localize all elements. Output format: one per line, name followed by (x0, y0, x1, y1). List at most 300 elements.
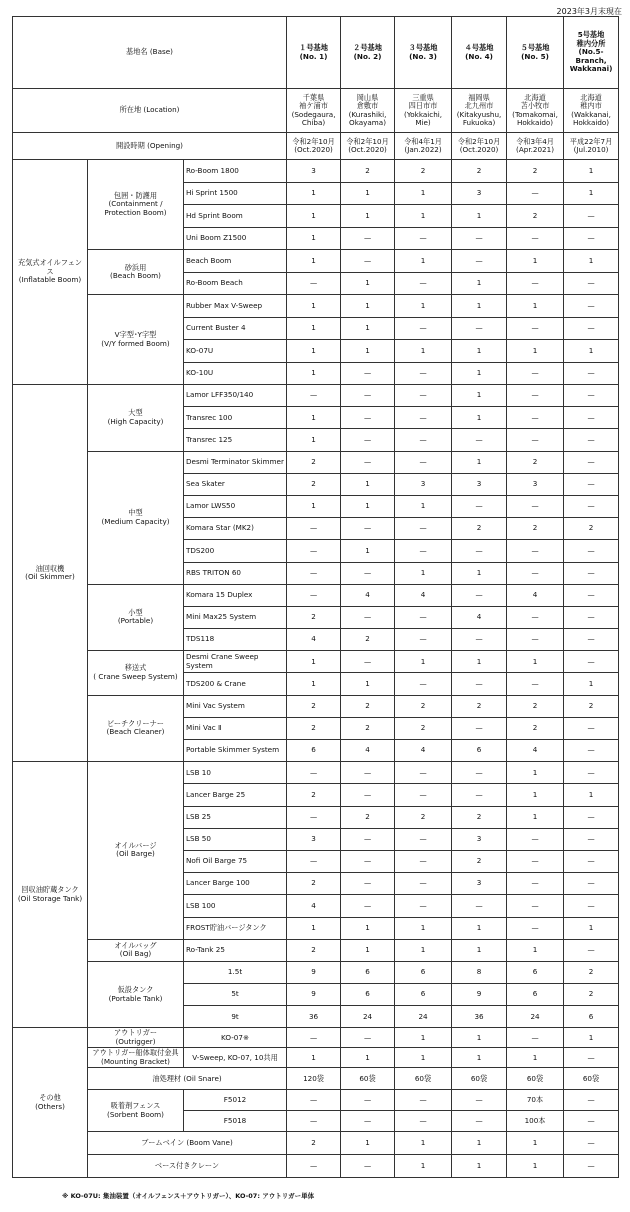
value-cell: — (395, 895, 452, 917)
value-cell: — (395, 317, 452, 340)
value-cell: — (395, 227, 452, 250)
value-cell: — (507, 895, 564, 917)
value-cell: 1 (452, 1132, 507, 1155)
value-cell: — (452, 250, 507, 273)
item-cell: F5018 (184, 1111, 287, 1132)
value-cell: — (287, 518, 341, 540)
item-cell: KO-07※ (184, 1028, 287, 1048)
value-cell: — (564, 1090, 619, 1111)
value-cell: 2 (564, 695, 619, 717)
value-cell: — (341, 385, 395, 407)
value-cell: 1 (564, 917, 619, 939)
value-cell: — (452, 629, 507, 651)
table-row (13, 250, 619, 273)
value-cell: 1 (287, 407, 341, 429)
value-cell: — (395, 518, 452, 540)
value-cell: 3 (395, 473, 452, 495)
category-cell: 油回収機 (Oil Skimmer) (13, 385, 88, 762)
item-cell: KO-10U (184, 362, 287, 385)
value-cell: — (341, 784, 395, 806)
value-cell: — (452, 1090, 507, 1111)
value-cell: 2 (507, 518, 564, 540)
base-location: 北海道 稚内市 (Wakkanai, Hokkaido) (564, 89, 619, 133)
base-location: 千葉県 袖ケ浦市 (Sodegaura, Chiba) (287, 89, 341, 133)
value-cell: — (564, 828, 619, 850)
value-cell: 2 (395, 160, 452, 183)
table-row (13, 1028, 619, 1048)
item-cell: LSB 10 (184, 762, 287, 784)
value-cell: — (341, 362, 395, 385)
value-cell: 2 (341, 629, 395, 651)
value-cell: 1 (564, 784, 619, 806)
value-cell: — (507, 272, 564, 295)
value-cell: — (564, 317, 619, 340)
value-cell: 1 (564, 250, 619, 273)
value-cell: — (564, 895, 619, 917)
value-cell: — (564, 850, 619, 872)
value-cell: — (395, 540, 452, 562)
value-cell: — (341, 873, 395, 895)
value-cell: — (564, 629, 619, 651)
item-cell: Desmi Crane Sweep System (184, 651, 287, 673)
value-cell: — (452, 227, 507, 250)
value-cell: 1 (287, 295, 341, 318)
as-of-date: 2023年3月末現在 (556, 7, 622, 16)
value-cell: 1 (341, 205, 395, 228)
item-cell: RBS TRITON 60 (184, 562, 287, 584)
equipment-table (12, 16, 619, 1178)
value-cell: 1 (452, 272, 507, 295)
footnote: ※ KO-07U: 集油装置（オイルフェンス＋アウトリガー）、KO-07: アウトリガー単体 (62, 1192, 315, 1200)
table-row (13, 295, 619, 318)
subcategory-cell: オイルバージ (Oil Barge) (88, 762, 184, 940)
value-cell: — (452, 717, 507, 739)
value-cell: — (287, 584, 341, 606)
item-cell: Portable Skimmer System (184, 740, 287, 762)
value-cell: 1 (287, 362, 341, 385)
value-cell: — (287, 806, 341, 828)
base-opening: 令和2年10月 (Oct.2020) (341, 133, 395, 160)
value-cell: — (507, 407, 564, 429)
table-row (13, 939, 619, 961)
value-cell: 2 (452, 695, 507, 717)
value-cell: 3 (452, 473, 507, 495)
value-cell: 2 (341, 717, 395, 739)
item-cell: Transrec 125 (184, 429, 287, 451)
value-cell: 4 (507, 740, 564, 762)
value-cell: 1 (395, 939, 452, 961)
value-cell: — (452, 317, 507, 340)
value-cell: — (564, 272, 619, 295)
item-cell: 5t (184, 984, 287, 1006)
value-cell: — (564, 740, 619, 762)
item-cell: 9t (184, 1006, 287, 1028)
subcategory-cell: ベース付きクレーン (88, 1155, 287, 1178)
value-cell: 2 (452, 518, 507, 540)
base-header: 基地名 (Base) (13, 17, 287, 89)
base-opening: 平成22年7月 (Jul.2010) (564, 133, 619, 160)
value-cell: — (564, 873, 619, 895)
value-cell: 6 (507, 961, 564, 983)
table-row (13, 1068, 619, 1090)
value-cell: 2 (341, 806, 395, 828)
value-cell: 1 (395, 1048, 452, 1068)
item-cell: Lancer Barge 25 (184, 784, 287, 806)
value-cell: 2 (507, 451, 564, 473)
value-cell: 3 (452, 182, 507, 205)
value-cell: — (564, 717, 619, 739)
value-cell: — (507, 429, 564, 451)
value-cell: 2 (287, 717, 341, 739)
value-cell: 9 (287, 984, 341, 1006)
base-location: 岡山県 倉敷市 (Kurashiki, Okayama) (341, 89, 395, 133)
value-cell: — (287, 540, 341, 562)
value-cell: — (341, 407, 395, 429)
value-cell: — (341, 518, 395, 540)
value-cell: — (452, 540, 507, 562)
base-opening: 令和2年10月 (Oct.2020) (452, 133, 507, 160)
value-cell: 1 (452, 385, 507, 407)
item-cell: TDS118 (184, 629, 287, 651)
value-cell: — (395, 850, 452, 872)
table-row (13, 651, 619, 673)
value-cell: 6 (341, 961, 395, 983)
value-cell: 1 (341, 317, 395, 340)
value-cell: 1 (507, 806, 564, 828)
value-cell: — (564, 762, 619, 784)
item-cell: Sea Skater (184, 473, 287, 495)
base-name: １号基地 (No. 1) (287, 17, 341, 89)
value-cell: — (564, 451, 619, 473)
value-cell: 1 (452, 407, 507, 429)
value-cell: 4 (341, 740, 395, 762)
item-cell: F5012 (184, 1090, 287, 1111)
value-cell: — (507, 873, 564, 895)
value-cell: 1 (564, 340, 619, 363)
value-cell: — (341, 1090, 395, 1111)
value-cell: 1 (287, 429, 341, 451)
value-cell: 1 (452, 340, 507, 363)
subcategory-cell: 中型 (Medium Capacity) (88, 451, 184, 584)
value-cell: 1 (507, 295, 564, 318)
value-cell: — (341, 762, 395, 784)
table-row (13, 695, 619, 717)
value-cell: — (395, 762, 452, 784)
value-cell: 1 (452, 205, 507, 228)
value-cell: 1 (395, 1155, 452, 1178)
value-cell: 1 (452, 1028, 507, 1048)
table-row (13, 451, 619, 473)
header-row-location (13, 89, 619, 133)
value-cell: 1 (564, 1028, 619, 1048)
value-cell: 6 (287, 740, 341, 762)
value-cell: 2 (287, 695, 341, 717)
item-cell: Ro-Boom Beach (184, 272, 287, 295)
value-cell: — (507, 182, 564, 205)
value-cell: 1 (452, 939, 507, 961)
value-cell: 8 (452, 961, 507, 983)
value-cell: 1 (341, 540, 395, 562)
item-cell: V-Sweep, KO-07, 10共用 (184, 1048, 287, 1068)
item-cell: Uni Boom Z1500 (184, 227, 287, 250)
item-cell: LSB 50 (184, 828, 287, 850)
value-cell: 1 (507, 939, 564, 961)
value-cell: 2 (287, 473, 341, 495)
value-cell: — (564, 205, 619, 228)
value-cell: — (507, 362, 564, 385)
category-cell: 充気式オイルフェンス (Inflatable Boom) (13, 160, 88, 385)
base-name: ２号基地 (No. 2) (341, 17, 395, 89)
value-cell: — (507, 917, 564, 939)
item-cell: Mini Max25 System (184, 606, 287, 628)
base-name: ４号基地 (No. 4) (452, 17, 507, 89)
value-cell: 1 (452, 651, 507, 673)
value-cell: 1 (287, 495, 341, 517)
value-cell: — (452, 429, 507, 451)
value-cell: — (507, 606, 564, 628)
value-cell: 1 (341, 473, 395, 495)
value-cell: 6 (452, 740, 507, 762)
value-cell: 1 (507, 250, 564, 273)
value-cell: 4 (395, 740, 452, 762)
value-cell: 1 (507, 651, 564, 673)
base-opening: 令和3年4月 (Apr.2021) (507, 133, 564, 160)
value-cell: 24 (395, 1006, 452, 1028)
value-cell: 60袋 (395, 1068, 452, 1090)
value-cell: 2 (507, 717, 564, 739)
value-cell: 1 (507, 784, 564, 806)
item-cell: Lamor LFF350/140 (184, 385, 287, 407)
base-name: 5号基地 稚内分所 (No.5-Branch, Wakkanai) (564, 17, 619, 89)
item-cell: Transrec 100 (184, 407, 287, 429)
value-cell: 6 (341, 984, 395, 1006)
table-row (13, 1155, 619, 1178)
value-cell: — (395, 784, 452, 806)
value-cell: 6 (507, 984, 564, 1006)
value-cell: 1 (287, 182, 341, 205)
value-cell: 1 (341, 917, 395, 939)
value-cell: — (564, 1048, 619, 1068)
subcategory-cell: 仮設タンク (Portable Tank) (88, 961, 184, 1028)
item-cell: LSB 100 (184, 895, 287, 917)
value-cell: 1 (287, 227, 341, 250)
value-cell: 1 (564, 673, 619, 695)
item-cell: KO-07U (184, 340, 287, 363)
value-cell: 1 (287, 673, 341, 695)
value-cell: — (507, 540, 564, 562)
value-cell: 70本 (507, 1090, 564, 1111)
base-opening: 令和2年10月 (Oct.2020) (287, 133, 341, 160)
value-cell: — (395, 606, 452, 628)
item-cell: TDS200 & Crane (184, 673, 287, 695)
header-row-opening (13, 133, 619, 160)
item-cell: Hi Sprint 1500 (184, 182, 287, 205)
value-cell: 1 (395, 651, 452, 673)
value-cell: — (507, 673, 564, 695)
item-cell: Mini Vac System (184, 695, 287, 717)
item-cell: 1.5t (184, 961, 287, 983)
value-cell: 3 (287, 828, 341, 850)
value-cell: — (564, 651, 619, 673)
value-cell: 1 (287, 250, 341, 273)
item-cell: FROST貯油バージタンク (184, 917, 287, 939)
value-cell: — (395, 451, 452, 473)
value-cell: — (564, 295, 619, 318)
value-cell: 1 (287, 917, 341, 939)
subcategory-cell: ブームベイン (Boom Vane) (88, 1132, 287, 1155)
table-row (13, 1048, 619, 1068)
value-cell: 2 (507, 160, 564, 183)
value-cell: 1 (395, 1132, 452, 1155)
item-cell: Komara 15 Duplex (184, 584, 287, 606)
value-cell: 60袋 (507, 1068, 564, 1090)
table-row (13, 1090, 619, 1111)
value-cell: — (341, 451, 395, 473)
value-cell: — (395, 1111, 452, 1132)
value-cell: 24 (507, 1006, 564, 1028)
value-cell: — (341, 1028, 395, 1048)
value-cell: — (564, 562, 619, 584)
subcategory-cell: 小型 (Portable) (88, 584, 184, 651)
value-cell: — (564, 806, 619, 828)
base-location: 三重県 四日市市 (Yokkaichi, Mie) (395, 89, 452, 133)
value-cell: — (287, 1028, 341, 1048)
value-cell: — (287, 1155, 341, 1178)
value-cell: — (287, 1111, 341, 1132)
value-cell: 1 (287, 317, 341, 340)
value-cell: 6 (564, 1006, 619, 1028)
value-cell: 60袋 (564, 1068, 619, 1090)
value-cell: 4 (287, 895, 341, 917)
value-cell: — (395, 429, 452, 451)
value-cell: — (564, 584, 619, 606)
subcategory-cell: アウトリガー (Outrigger) (88, 1028, 184, 1048)
value-cell: — (395, 673, 452, 695)
value-cell: 1 (452, 451, 507, 473)
subcategory-cell: 大型 (High Capacity) (88, 385, 184, 452)
item-cell: Ro-Boom 1800 (184, 160, 287, 183)
location-header: 所在地 (Location) (13, 89, 287, 133)
subcategory-cell: 油処理材 (Oil Snare) (88, 1068, 287, 1090)
value-cell: — (287, 272, 341, 295)
value-cell: 2 (507, 205, 564, 228)
value-cell: — (341, 1155, 395, 1178)
item-cell: Beach Boom (184, 250, 287, 273)
value-cell: 2 (341, 160, 395, 183)
value-cell: — (507, 227, 564, 250)
subcategory-cell: V字型･Y字型 (V/Y formed Boom) (88, 295, 184, 385)
value-cell: 2 (452, 850, 507, 872)
value-cell: 4 (341, 584, 395, 606)
value-cell: — (287, 562, 341, 584)
item-cell: LSB 25 (184, 806, 287, 828)
value-cell: 36 (452, 1006, 507, 1028)
value-cell: — (507, 495, 564, 517)
item-cell: Lancer Barge 100 (184, 873, 287, 895)
value-cell: 6 (395, 984, 452, 1006)
subcategory-cell: 砂浜用 (Beach Boom) (88, 250, 184, 295)
table-row (13, 160, 619, 183)
value-cell: 60袋 (452, 1068, 507, 1090)
value-cell: 1 (341, 1048, 395, 1068)
value-cell: — (564, 1132, 619, 1155)
item-cell: TDS200 (184, 540, 287, 562)
item-cell: Hd Sprint Boom (184, 205, 287, 228)
value-cell: 1 (507, 1155, 564, 1178)
value-cell: — (564, 385, 619, 407)
value-cell: 2 (564, 518, 619, 540)
value-cell: — (507, 317, 564, 340)
value-cell: 2 (564, 961, 619, 983)
value-cell: — (395, 828, 452, 850)
value-cell: — (287, 850, 341, 872)
item-cell: Desmi Terminator Skimmer (184, 451, 287, 473)
value-cell: — (395, 629, 452, 651)
value-cell: 1 (395, 250, 452, 273)
base-location: 福岡県 北九州市 (Kitakyushu, Fukuoka) (452, 89, 507, 133)
value-cell: — (452, 1111, 507, 1132)
value-cell: — (564, 362, 619, 385)
value-cell: 4 (507, 584, 564, 606)
value-cell: — (395, 1090, 452, 1111)
value-cell: 1 (395, 562, 452, 584)
value-cell: — (341, 850, 395, 872)
value-cell: — (507, 629, 564, 651)
value-cell: 2 (287, 606, 341, 628)
value-cell: 1 (341, 340, 395, 363)
value-cell: — (341, 828, 395, 850)
value-cell: — (341, 227, 395, 250)
value-cell: 1 (395, 917, 452, 939)
value-cell: — (287, 385, 341, 407)
subcategory-cell: アウトリガー船体取付金具 (Mounting Bracket) (88, 1048, 184, 1068)
value-cell: 60袋 (341, 1068, 395, 1090)
value-cell: 2 (452, 806, 507, 828)
value-cell: — (507, 828, 564, 850)
value-cell: 1 (395, 1028, 452, 1048)
value-cell: 1 (395, 295, 452, 318)
value-cell: 3 (452, 873, 507, 895)
item-cell: Nofi Oil Barge 75 (184, 850, 287, 872)
table-row (13, 961, 619, 983)
value-cell: — (341, 429, 395, 451)
subcategory-cell: 吸着剤フェンス (Sorbent Boom) (88, 1090, 184, 1132)
value-cell: — (452, 762, 507, 784)
value-cell: 2 (564, 984, 619, 1006)
value-cell: — (564, 1155, 619, 1178)
value-cell: 2 (452, 160, 507, 183)
value-cell: 1 (341, 495, 395, 517)
value-cell: — (341, 250, 395, 273)
value-cell: — (287, 1090, 341, 1111)
value-cell: — (507, 385, 564, 407)
value-cell: 2 (507, 695, 564, 717)
value-cell: 1 (287, 651, 341, 673)
value-cell: — (395, 385, 452, 407)
value-cell: — (452, 673, 507, 695)
value-cell: 36 (287, 1006, 341, 1028)
value-cell: 120袋 (287, 1068, 341, 1090)
value-cell: 1 (341, 295, 395, 318)
value-cell: 1 (341, 182, 395, 205)
value-cell: — (564, 473, 619, 495)
value-cell: — (507, 562, 564, 584)
value-cell: 1 (452, 362, 507, 385)
base-name: ５号基地 (No. 5) (507, 17, 564, 89)
value-cell: — (341, 562, 395, 584)
value-cell: — (507, 1028, 564, 1048)
value-cell: 1 (395, 495, 452, 517)
